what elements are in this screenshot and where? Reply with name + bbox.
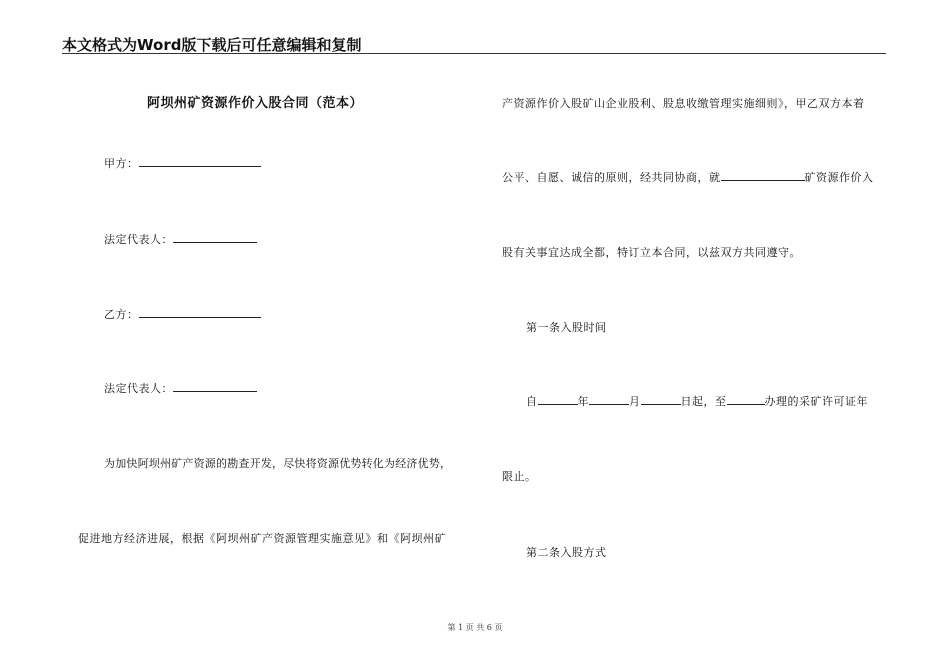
right-line-1: 产资源作价入股矿山企业股利、股息收缴管理实施细则》，甲乙双方本着	[502, 97, 865, 110]
end-blank	[727, 394, 765, 405]
representative-2-line	[104, 380, 257, 396]
representative-1-blank	[173, 232, 257, 243]
from-label: 自	[526, 395, 538, 408]
right-line-3: 股有关事宜达成全都，特订立本合同，以兹双方共同遵守。	[502, 246, 801, 259]
representative-2-blank	[173, 381, 257, 392]
paragraph-line-2: 促进地方经济进展，根据《阿坝州矿产资源管理实施意见》和《阿坝州矿	[78, 532, 446, 545]
mine-name-blank	[721, 170, 805, 181]
page-footer: 第 1 页 共 6 页	[447, 623, 503, 632]
representative-1-line	[104, 231, 257, 247]
contract-title: 阿坝州矿资源作价入股合同（范本）	[147, 96, 364, 111]
representative-2-label: 法定代表人：	[104, 382, 173, 395]
party-b-line	[104, 306, 261, 322]
article-1-heading: 第一条入股时间	[526, 321, 607, 334]
document-header-title: 本文格式为Word版下载后可任意编辑和复制	[62, 36, 362, 54]
day-blank	[641, 394, 681, 405]
day-from-label: 日起，至	[680, 395, 727, 408]
right-line-2	[502, 169, 874, 185]
limit-line: 限止。	[502, 470, 537, 483]
article-2-heading: 第二条入股方式	[526, 546, 607, 559]
representative-1-label: 法定代表人：	[104, 233, 173, 246]
paragraph-line-1: 为加快阿坝州矿产资源的勘查开发，尽快将资源优势转化为经济优势，	[104, 457, 452, 470]
month-label: 月	[629, 395, 641, 408]
right-line-2-text: 公平、自愿、诚信的原则，经共同协商，就	[502, 171, 721, 184]
party-b-blank	[139, 307, 261, 318]
party-a-label: 甲方：	[104, 157, 139, 170]
month-blank	[589, 394, 629, 405]
party-a-blank	[139, 156, 261, 167]
party-a-line	[104, 155, 261, 171]
party-b-label: 乙方：	[104, 308, 139, 321]
right-line-2-suffix: 矿资源作价入	[804, 171, 874, 184]
header-divider	[62, 53, 886, 54]
year-blank	[538, 394, 578, 405]
until-label: 办理的采矿许可证年	[764, 395, 868, 408]
year-label: 年	[577, 395, 589, 408]
period-line	[526, 393, 868, 409]
